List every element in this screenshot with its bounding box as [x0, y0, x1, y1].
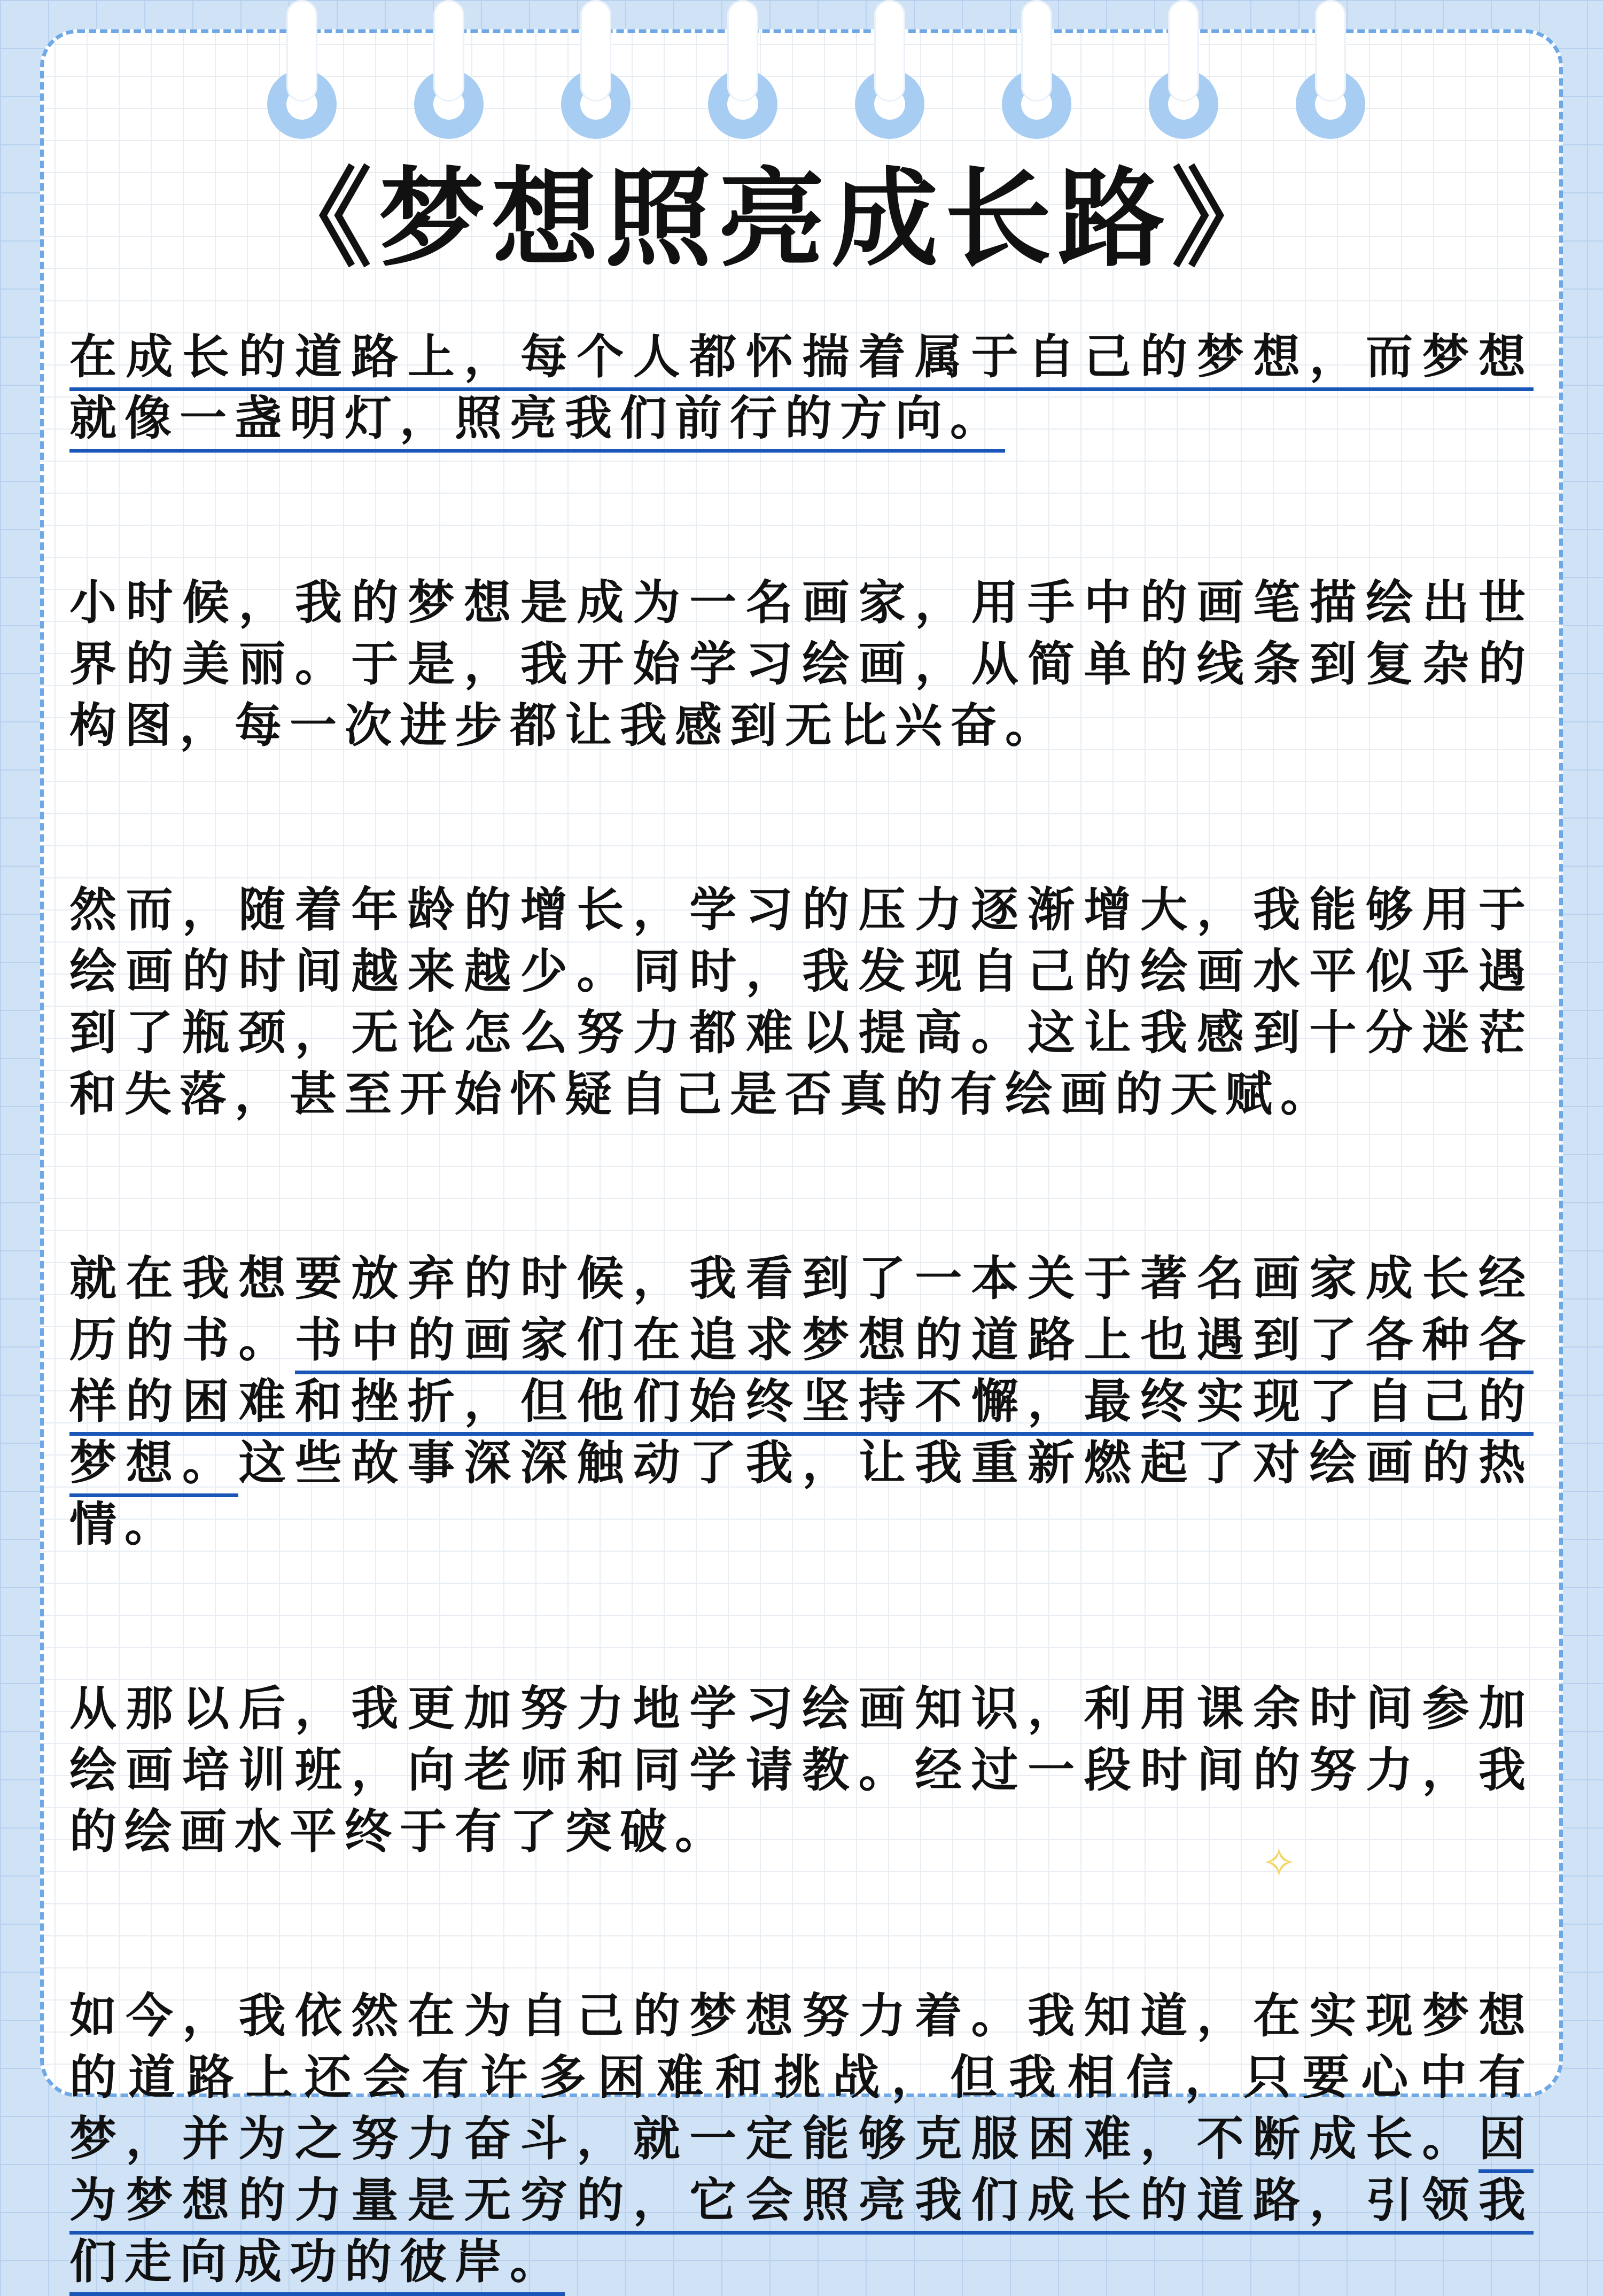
- binding-ring: [1290, 0, 1371, 144]
- binding-ring: [1143, 0, 1224, 144]
- binding-ring: [703, 0, 783, 144]
- binding-ring: [850, 0, 930, 144]
- paragraph-text: 小时候，我的梦想是成为一名画家，用手中的画笔描绘出世界的美丽。于是，我开始学习绘画，从简单的线条到复杂的构图，每一次进步都让我感到无比兴奋。: [69, 574, 1534, 753]
- binding-ring: [556, 0, 636, 144]
- paragraph-text: 然而，随着年龄的增长，学习的压力逐渐增大，我能够用于绘画的时间越来越少。同时，我发现自己的绘画水平似乎遇到了瓶颈，无论怎么努力都难以提高。这让我感到十分迷茫和失落，甚至开始怀疑自己是否真的有绘画的天赋。: [69, 882, 1534, 1122]
- paragraph: [69, 572, 1534, 756]
- paragraph-text: 就在我想要放弃的时候，我看到了一本关于著名画家成长经历的书。: [69, 1250, 1534, 1367]
- underlined-text: 在成长的道路上，每个人都怀揣着属于自己的梦想，而梦想就像一盏明灯，照亮我们前行的方向。: [69, 329, 1534, 453]
- page-title: 《梦想照亮成长路》: [264, 156, 1285, 282]
- binding-ring: [409, 0, 489, 144]
- binding-ring: [262, 0, 342, 144]
- paragraph: [69, 326, 1534, 449]
- paragraph: [69, 1248, 1534, 1555]
- underlined-text: 书中的画家们在追求梦想的道路上也遇到了各种各样的困难和挫折，但他们始终坚持不懈，最终实现了自己的梦想。: [69, 1312, 1534, 1497]
- paragraph: [69, 879, 1534, 1125]
- sparkle-icon: ✧: [1261, 1838, 1297, 1888]
- binding-ring: [997, 0, 1077, 144]
- paragraph-text: 从那以后，我更加努力地学习绘画知识，利用课余时间参加绘画培训班，向老师和同学请教。经过一段时间的努力，我的绘画水平终于有了突破。: [69, 1680, 1534, 1859]
- paragraph: [69, 1985, 1534, 2292]
- paragraph-text: 如今，我依然在为自己的梦想努力着。我知道，在实现梦想的道路上还会有许多困难和挑战，但我相信，只要心中有梦，并为之努力奋斗，就一定能够克服困难，不断成长。: [69, 1988, 1534, 2166]
- essay-body: [69, 326, 1534, 2292]
- paragraph-text: 这些故事深深触动了我，让我重新燃起了对绘画的热情。: [69, 1435, 1534, 1552]
- underlined-text: 因为梦想的力量是无穷的，它会照亮我们成长的道路，引领我们走向成功的彼岸。: [69, 2111, 1534, 2296]
- paragraph: [69, 1678, 1534, 1862]
